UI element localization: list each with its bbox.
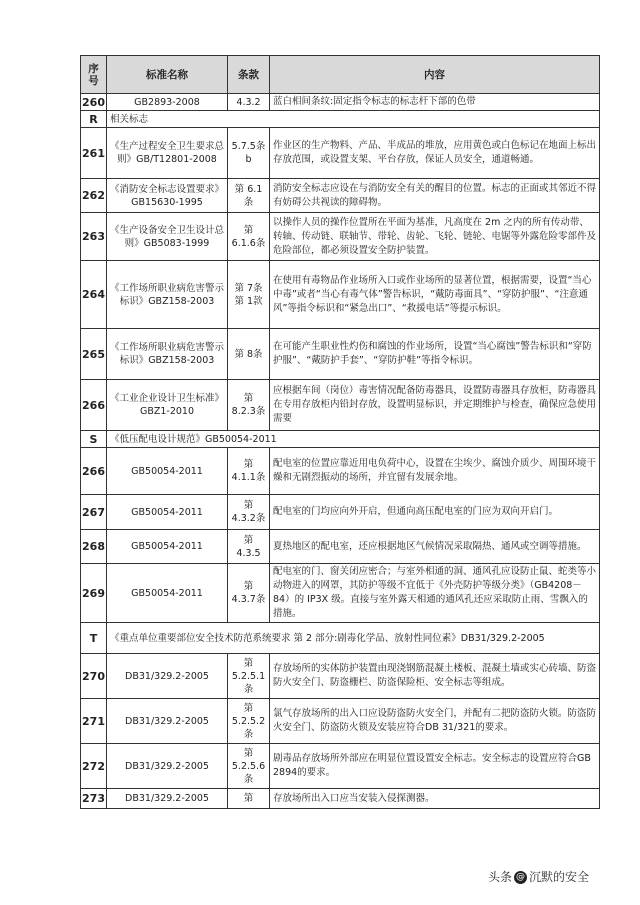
row-number: 266 [81,380,107,431]
standard-name: GB50054-2011 [107,530,228,564]
row-number: 261 [81,128,107,179]
content: 蓝白相间条纹:固定指令标志的标志杆下部的色带 [270,94,600,111]
content: 剧毒品存放场所外部应在明显位置设置安全标志。安全标志的设置应符合GB 2894的要求。 [270,744,600,789]
table-row [81,380,600,431]
content: 在使用有毒物品作业场所入口或作业场所的显著位置，根据需要，设置“当心中毒”或者“当心有毒气体”警告标识，“戴防毒面具”、“穿防护服”、“注意通风”等指令标识和“紧急出口”、“救援电话”等提示标识。 [270,261,600,329]
standard-name: DB31/329.2-2005 [107,699,228,744]
clause: 第 6.1条 [228,179,270,213]
clause: 第 4.3.7条 [228,564,270,623]
section-letter: T [81,623,107,654]
standard-name: DB31/329.2-2005 [107,654,228,699]
row-number: 265 [81,329,107,380]
content: 存放场所出入口应当安装入侵探测器。 [270,789,600,809]
clause: 第 8条 [228,329,270,380]
content: 存放场所的实体防护装置由现浇钢筋混凝土楼板、混凝土墙或实心砖墙、防盗防火安全门、防盗栅栏、防盗保险柜、安全标志等组成。 [270,654,600,699]
clause: 第 7条第 1款 [228,261,270,329]
standards-table [80,55,600,809]
section-title: 《重点单位重要部位安全技术防范系统要求 第 2 部分:剧毒化学品、放射性同位素》DB31/329.2-2005 [107,623,600,654]
clause: 4.3.2 [228,94,270,111]
table-row [81,261,600,329]
table-row [81,699,600,744]
table-row [81,654,600,699]
section-title: 《低压配电设计规范》GB50054-2011 [107,431,600,448]
section-row [81,431,600,448]
row-number: 262 [81,179,107,213]
clause: 第 4.1.1条 [228,448,270,495]
clause: 第 6.1.6条 [228,213,270,261]
clause: 第 4.3.5 [228,530,270,564]
content: 作业区的生产物料、产品、半成品的堆放，应用黄色或白色标记在地面上标出存放范围，或设置支架、平台存放，保证人员安全，通道畅通。 [270,128,600,179]
at-icon: @ [516,872,526,882]
row-number: 260 [82,95,105,109]
content: 配电室的门均应向外开启，但通向高压配电室的门应为双向开启门。 [270,495,600,530]
header-clause: 条款 [228,56,270,94]
table-row [81,179,600,213]
clause: 第 [228,789,270,809]
standard-name: GB2893-2008 [107,94,228,111]
watermark [488,868,589,885]
row-number: 271 [81,699,107,744]
standard-name: 《消防安全标志设置要求》GB15630-1995 [107,179,228,213]
header-standard: 标准名称 [107,56,228,94]
content: 应根据车间（岗位）毒害情况配备防毒器具，设置防毒器具存放柜，防毒器具在专用存放柜内铅封存放，设置明显标识，并定期维护与检查，确保应急使用需要 [270,380,600,431]
row-number: 264 [81,261,107,329]
section-letter: S [81,431,107,448]
content: 氯气存放场所的出入口应设防盗防火安全门，并配有二把防盗防火锁。防盗防火安全门、防盗防火锁及安装应符合DB 31/321的要求。 [270,699,600,744]
content: 以操作人员的操作位置所在平面为基准，凡高度在 2m 之内的所有传动带、转轴、传动链、联轴节、带轮、齿轮、飞轮、链轮、电锯等外露危险零部件及危险部位，都必须设置安全防护装置。 [270,213,600,261]
clause: 第 4.3.2条 [228,495,270,530]
content: 配电室的位置应靠近用电负荷中心，设置在尘埃少、腐蚀介质少、周围环境干燥和无剧烈振动的场所，并宜留有发展余地。 [270,448,600,495]
row-number: 267 [81,495,107,530]
content: 消防安全标志应设在与消防安全有关的醒目的位置。标志的正面或其邻近不得有妨碍公共视读的障碍物。 [270,179,600,213]
row-number: 272 [81,744,107,789]
section-row [81,623,600,654]
content: 配电室的门、窗关闭应密合；与室外相通的洞、通风孔应设防止鼠、蛇类等小动物进入的网罩，其防护等级不宜低于《外壳防护等级分类》（GB4208－84）的 IP3X 级。直接与室外露天相通的通风孔还应采取防止雨、雪飘入的措施。 [270,564,600,623]
standard-name: 《工业企业设计卫生标准》GBZ1-2010 [107,380,228,431]
table-row [81,128,600,179]
row-number: 270 [81,654,107,699]
header-num: 序号 [81,56,107,94]
row-number: 273 [81,789,107,809]
standard-name: 《生产设备安全卫生设计总则》GB5083-1999 [107,213,228,261]
watermark-prefix: 头条 [488,870,513,884]
clause: 第 5.2.5.2条 [228,699,270,744]
table-body [81,94,600,809]
standard-name: GB50054-2011 [107,495,228,530]
content: 夏热地区的配电室，还应根据地区气候情况采取隔热、通风或空调等措施。 [270,530,600,564]
section-title: 相关标志 [107,111,600,128]
row-number: 263 [81,213,107,261]
table-row [81,530,600,564]
clause: 第 5.2.5.6条 [228,744,270,789]
clause: 第 5.2.5.1条 [228,654,270,699]
standard-name: 《工作场所职业病危害警示标识》GBZ158-2003 [107,329,228,380]
table-row [81,448,600,495]
table-row [81,329,600,380]
row-number: 268 [81,530,107,564]
watermark-name: 沉默的安全 [529,870,590,884]
table-header-row [81,56,600,94]
clause: 第 8.2.3条 [228,380,270,431]
standard-name: 《工作场所职业病危害警示标识》GBZ158-2003 [107,261,228,329]
section-letter: R [81,111,107,128]
header-content: 内容 [270,56,600,94]
standard-name: DB31/329.2-2005 [107,744,228,789]
table-row [81,789,600,809]
table-row [81,564,600,623]
row-number: 269 [81,564,107,623]
table-row [81,744,600,789]
table-row [81,495,600,530]
row-number: 266 [81,448,107,495]
table-row [81,94,600,111]
standard-name: GB50054-2011 [107,448,228,495]
section-row [81,111,600,128]
standard-name: DB31/329.2-2005 [107,789,228,809]
clause: 5.7.5条 b [228,128,270,179]
content: 在可能产生职业性灼伤和腐蚀的作业场所，设置“当心腐蚀”警告标识和“穿防护服”、“戴防护手套”、“穿防护鞋”等指令标识。 [270,329,600,380]
standard-name: 《生产过程安全卫生要求总则》GB/T12801-2008 [107,128,228,179]
standard-name: GB50054-2011 [107,564,228,623]
table-row [81,213,600,261]
